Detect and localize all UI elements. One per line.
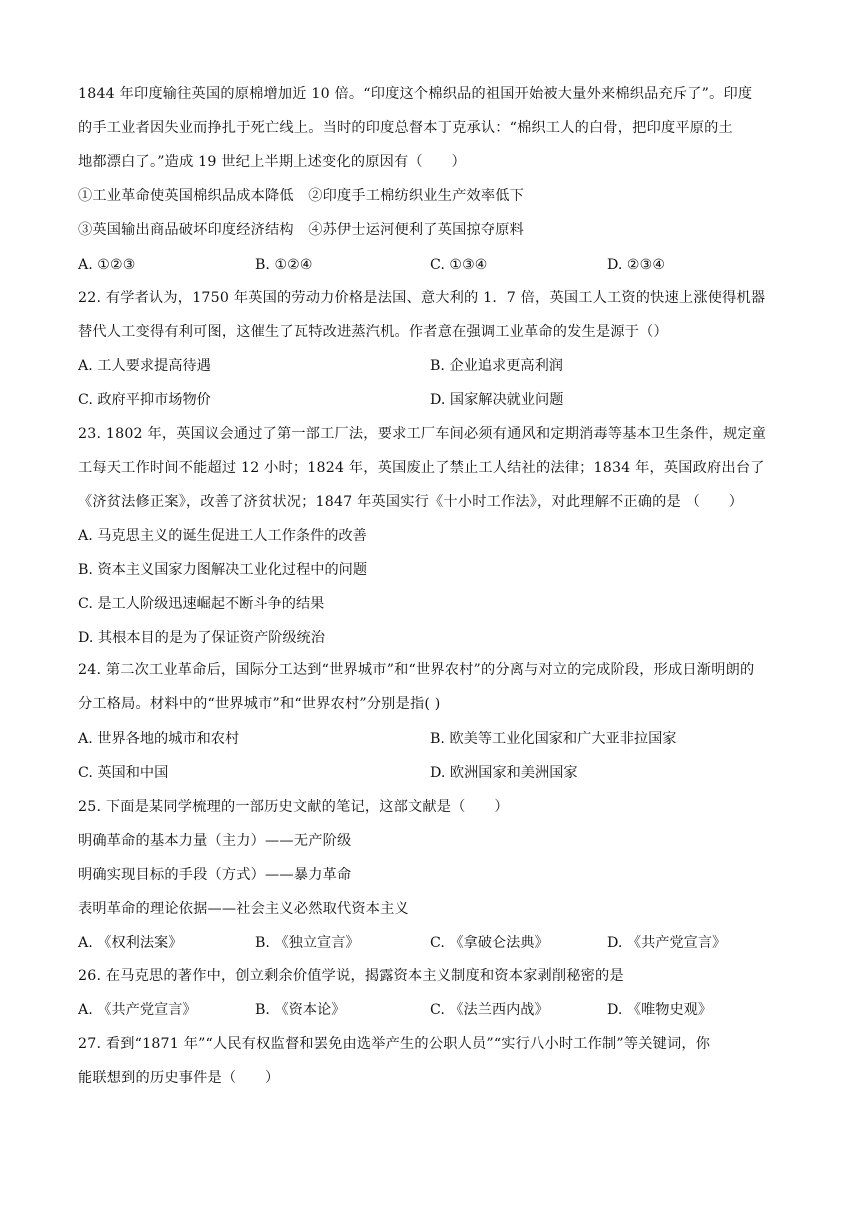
question-25-option-d: D. 《共产党宣言》 [607, 935, 727, 951]
question-25-option-c: C. 《拿破仑法典》 [430, 935, 549, 951]
question-23-option-c: C. 是工人阶级迅速崛起不断斗争的结果 [78, 596, 325, 612]
question-25-line-1: 25. 下面是某同学梳理的一部历史文献的笔记，这部文献是（ ） [78, 799, 509, 815]
question-26-option-d: D. 《唯物史观》 [607, 1002, 713, 1018]
question-25-note-3: 表明革命的理论依据——社会主义必然取代资本主义 [78, 901, 409, 917]
question-25-option-b: B. 《独立宣言》 [255, 935, 360, 951]
question-21-line-3: 地都漂白了。”造成 19 世纪上半期上述变化的原因有（ ） [78, 154, 466, 170]
question-22-option-b: B. 企业追求更高利润 [430, 358, 563, 374]
question-21-option-b: B. ①②④ [255, 257, 313, 273]
question-26-line-1: 26. 在马克思的著作中，创立剩余价值学说，揭露资本主义制度和资本家剥削秘密的是 [78, 968, 624, 984]
question-22-option-a: A. 工人要求提高待遇 [78, 358, 211, 374]
question-26-option-a: A. 《共产党宣言》 [78, 1002, 197, 1018]
question-24-option-a: A. 世界各地的城市和农村 [78, 731, 240, 747]
question-21-option-d: D. ②③④ [607, 257, 666, 273]
question-23-option-b: B. 资本主义国家力图解决工业化过程中的问题 [78, 562, 368, 578]
question-22-option-c: C. 政府平抑市场物价 [78, 392, 211, 408]
question-27-line-1: 27. 看到“1871 年”“人民有权监督和罢免由选举产生的公职人员”“实行八小时工作制”等关键词，你 [78, 1036, 711, 1052]
question-23-line-1: 23. 1802 年，英国议会通过了第一部工厂法，要求工厂车间必须有通风和定期消毒等基本卫生条件，规定童 [78, 426, 767, 442]
question-21-line-1: 1844 年印度输往英国的原棉增加近 10 倍。“印度这个棉织品的祖国开始被大量外来棉织品充斥了”。印度 [78, 86, 753, 102]
question-21-statement-3-4: ③英国输出商品破坏印度经济结构 ④苏伊士运河便利了英国掠夺原料 [78, 222, 525, 238]
question-25-note-1: 明确革命的基本力量（主力）——无产阶级 [78, 833, 352, 849]
question-21-option-a: A. ①②③ [78, 257, 136, 273]
question-23-option-d: D. 其根本目的是为了保证资产阶级统治 [78, 630, 325, 646]
question-22-line-1: 22. 有学者认为，1750 年英国的劳动力价格是法国、意大利的 1．7 倍，英国工人工资的快速上涨使得机器 [78, 290, 766, 306]
question-26-option-b: B. 《资本论》 [255, 1002, 346, 1018]
question-25-note-2: 明确实现目标的手段（方式）——暴力革命 [78, 867, 352, 883]
question-26-option-c: C. 《法兰西内战》 [430, 1002, 549, 1018]
question-22-line-2: 替代人工变得有利可图，这催生了瓦特改进蒸汽机。作者意在强调工业革命的发生是源于（） [78, 324, 668, 340]
question-24-option-d: D. 欧洲国家和美洲国家 [430, 765, 578, 781]
question-27-line-2: 能联想到的历史事件是（ ） [78, 1070, 280, 1086]
question-21-statement-1-2: ①工业革命使英国棉织品成本降低 ②印度手工棉纺织业生产效率低下 [78, 188, 525, 204]
question-23-option-a: A. 马克思主义的诞生促进工人工作条件的改善 [78, 528, 367, 544]
question-22-option-d: D. 国家解决就业问题 [430, 392, 564, 408]
question-25-option-a: A. 《权利法案》 [78, 935, 183, 951]
question-23-line-2: 工每天工作时间不能超过 12 小时；1824 年，英国废止了禁止工人结社的法律；1834 年，英国政府出台了 [78, 460, 765, 476]
question-24-option-c: C. 英国和中国 [78, 765, 169, 781]
question-21-line-2: 的手工业者因失业而挣扎于死亡线上。当时的印度总督本丁克承认：“棉织工人的白骨，把印度平原的土 [78, 120, 733, 136]
question-24-line-2: 分工格局。材料中的“世界城市”和“世界农村”分别是指( ) [78, 696, 441, 712]
question-23-line-3: 《济贫法修正案》，改善了济贫状况；1847 年英国实行《十小时工作法》，对此理解不正确的是 （ ） [78, 494, 744, 510]
question-24-option-b: B. 欧美等工业化国家和广大亚非拉国家 [430, 731, 677, 747]
question-21-option-c: C. ①③④ [430, 257, 488, 273]
question-24-line-1: 24. 第二次工业革命后，国际分工达到“世界城市”和“世界农村”的分离与对立的完成阶段，形成日渐明朗的 [78, 662, 755, 678]
